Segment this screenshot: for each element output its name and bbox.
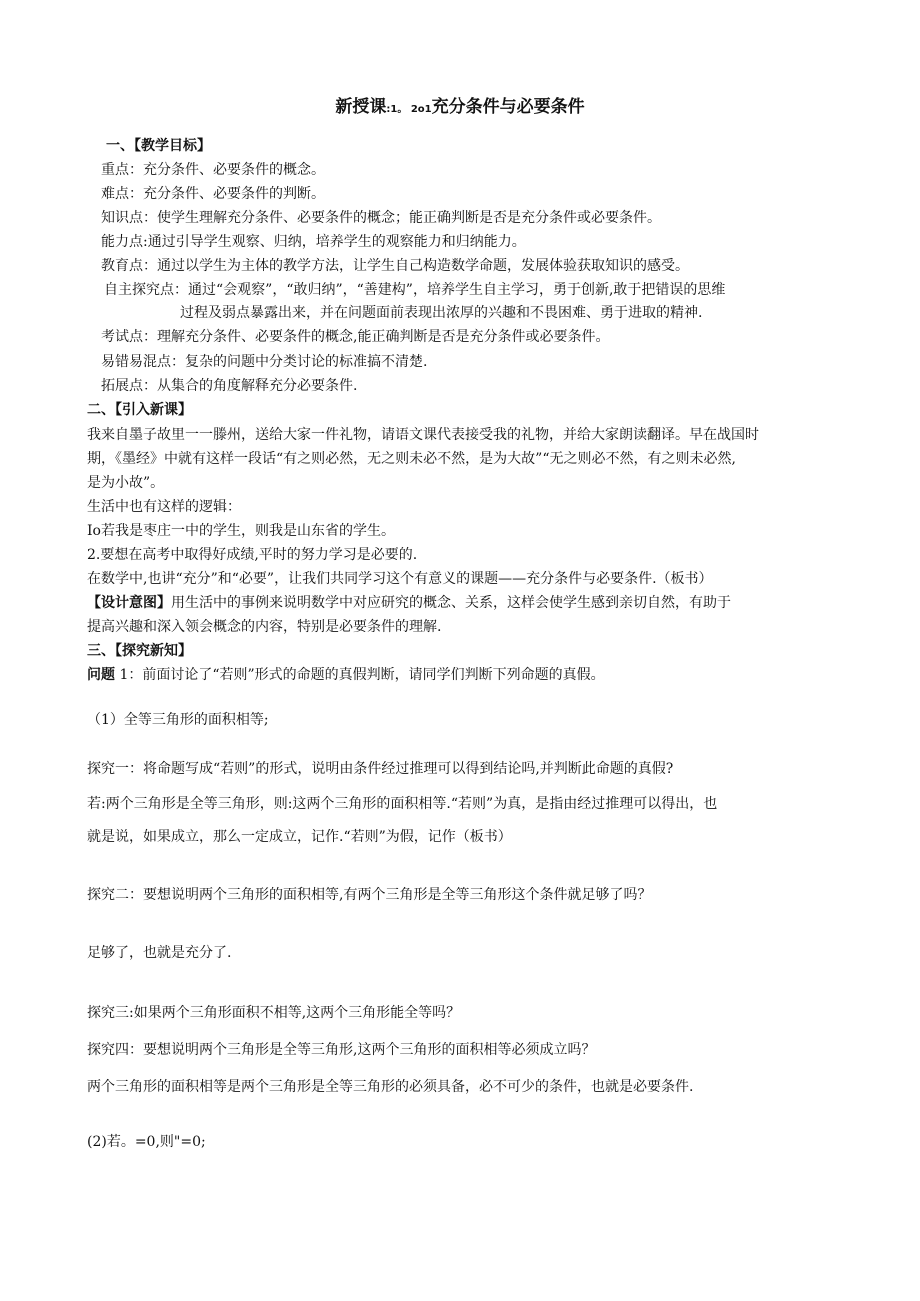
explore-point-line1: 自主探究点：通过“会观察”，“敢归纳”，“善建构”，培养学生自主学习，勇于创新,敢于把错误的思维	[104, 282, 726, 298]
question-1-label: 问题	[87, 667, 115, 683]
page-title	[0, 92, 920, 117]
intro-line2: 期，《墨经》中就有这样一段话“有之则必然，无之则未必不然，是为大故”“无之则必不然，有之则未必然,	[87, 451, 736, 467]
intro-line3: 是为小故”。	[87, 475, 165, 491]
confusion-point: 易错易混点：复杂的问题中分类讨论的标准搞不清楚.	[101, 354, 428, 370]
explore-2: 探究二：要想说明两个三角形的面积相等,有两个三角形是全等三角形这个条件就足够了吗？	[87, 887, 652, 903]
answer-1-line1: 若:两个三角形是全等三角形，则:这两个三角形的面积相等.“若则”为真，是指由经过推理可以得出，也	[87, 796, 718, 812]
design-intent-line1	[87, 593, 731, 613]
explore-3: 探究三:如果两个三角形面积不相等,这两个三角形能全等吗？	[87, 1005, 461, 1021]
difficulty-point: 难点：充分条件、必要条件的判断。	[101, 186, 325, 202]
design-intent-line2: 提高兴趣和深入领会概念的内容，特别是必要条件的理解.	[87, 619, 442, 635]
exam-point: 考试点：理解充分条件、必要条件的概念,能正确判断是否是充分条件或必要条件。	[101, 329, 610, 345]
knowledge-point: 知识点：使学生理解充分条件、必要条件的概念；能正确判断是否是充分条件或必要条件。	[101, 210, 661, 226]
math-intro: 在数学中,也讲“充分”和“必要”，让我们共同学习这个有意义的课题——充分条件与必要条件.（板书）	[87, 571, 713, 587]
key-point: 重点：充分条件、必要条件的概念。	[101, 162, 325, 178]
section3-heading: 三、【探究新知】	[87, 643, 192, 659]
answer-2: 足够了，也就是充分了.	[87, 945, 232, 961]
design-intent-text: 用生活中的事例来说明数学中对应研究的概念、关系，这样会使学生感到亲切自然，有助于	[171, 595, 731, 611]
extension-point: 拓展点：从集合的角度解释充分必要条件.	[101, 378, 358, 394]
intro-line1: 我来自墨子故里一一滕州，送给大家一件礼物，请语文课代表接受我的礼物，并给大家朗读翻译。早在战国时	[87, 427, 759, 443]
section1-heading: 一、【教学目标】	[106, 138, 211, 154]
title-rest: 充分条件与必要条件	[431, 97, 585, 117]
title-small: :1。 2o1	[386, 104, 432, 115]
question-1	[87, 665, 605, 685]
explore-1: 探究一：将命题写成“若则”的形式，说明由条件经过推理可以得到结论吗,并判断此命题的真假?	[87, 761, 674, 777]
proposition-2: (2)若。=0,则"=0;	[87, 1134, 206, 1150]
title-main: 新授课	[335, 97, 387, 117]
life-logic: 生活中也有这样的逻辑：	[87, 499, 241, 515]
design-intent-label: 【设计意图】	[87, 595, 171, 611]
example-item-2: 2.要想在高考中取得好成绩,平时的努力学习是必要的.	[87, 547, 418, 563]
ability-point: 能力点:通过引导学生观察、归纳，培养学生的观察能力和归纳能力。	[101, 234, 526, 250]
explore-point-line2: 过程及弱点暴露出来，并在问题面前表现出浓厚的兴趣和不畏困难、勇于进取的精神.	[180, 305, 703, 321]
example-item-1: Io若我是枣庄一中的学生，则我是山东省的学生。	[87, 523, 395, 539]
question-1-text: 1：前面讨论了“若则”形式的命题的真假判断，请同学们判断下列命题的真假。	[115, 667, 605, 683]
explore-4: 探究四：要想说明两个三角形是全等三角形,这两个三角形的面积相等必须成立吗？	[87, 1042, 596, 1058]
education-point: 教育点：通过以学生为主体的教学方法，让学生自己构造数学命题，发展体验获取知识的感受。	[101, 258, 689, 274]
section2-heading: 二、【引入新课】	[87, 402, 192, 418]
proposition-1: （1）全等三角形的面积相等;	[87, 712, 269, 728]
answer-4: 两个三角形的面积相等是两个三角形是全等三角形的必须具备，必不可少的条件，也就是必要条件.	[87, 1079, 694, 1095]
answer-1-line2: 就是说，如果成立，那么一定成立，记作.“若则”为假，记作（板书）	[87, 829, 512, 845]
